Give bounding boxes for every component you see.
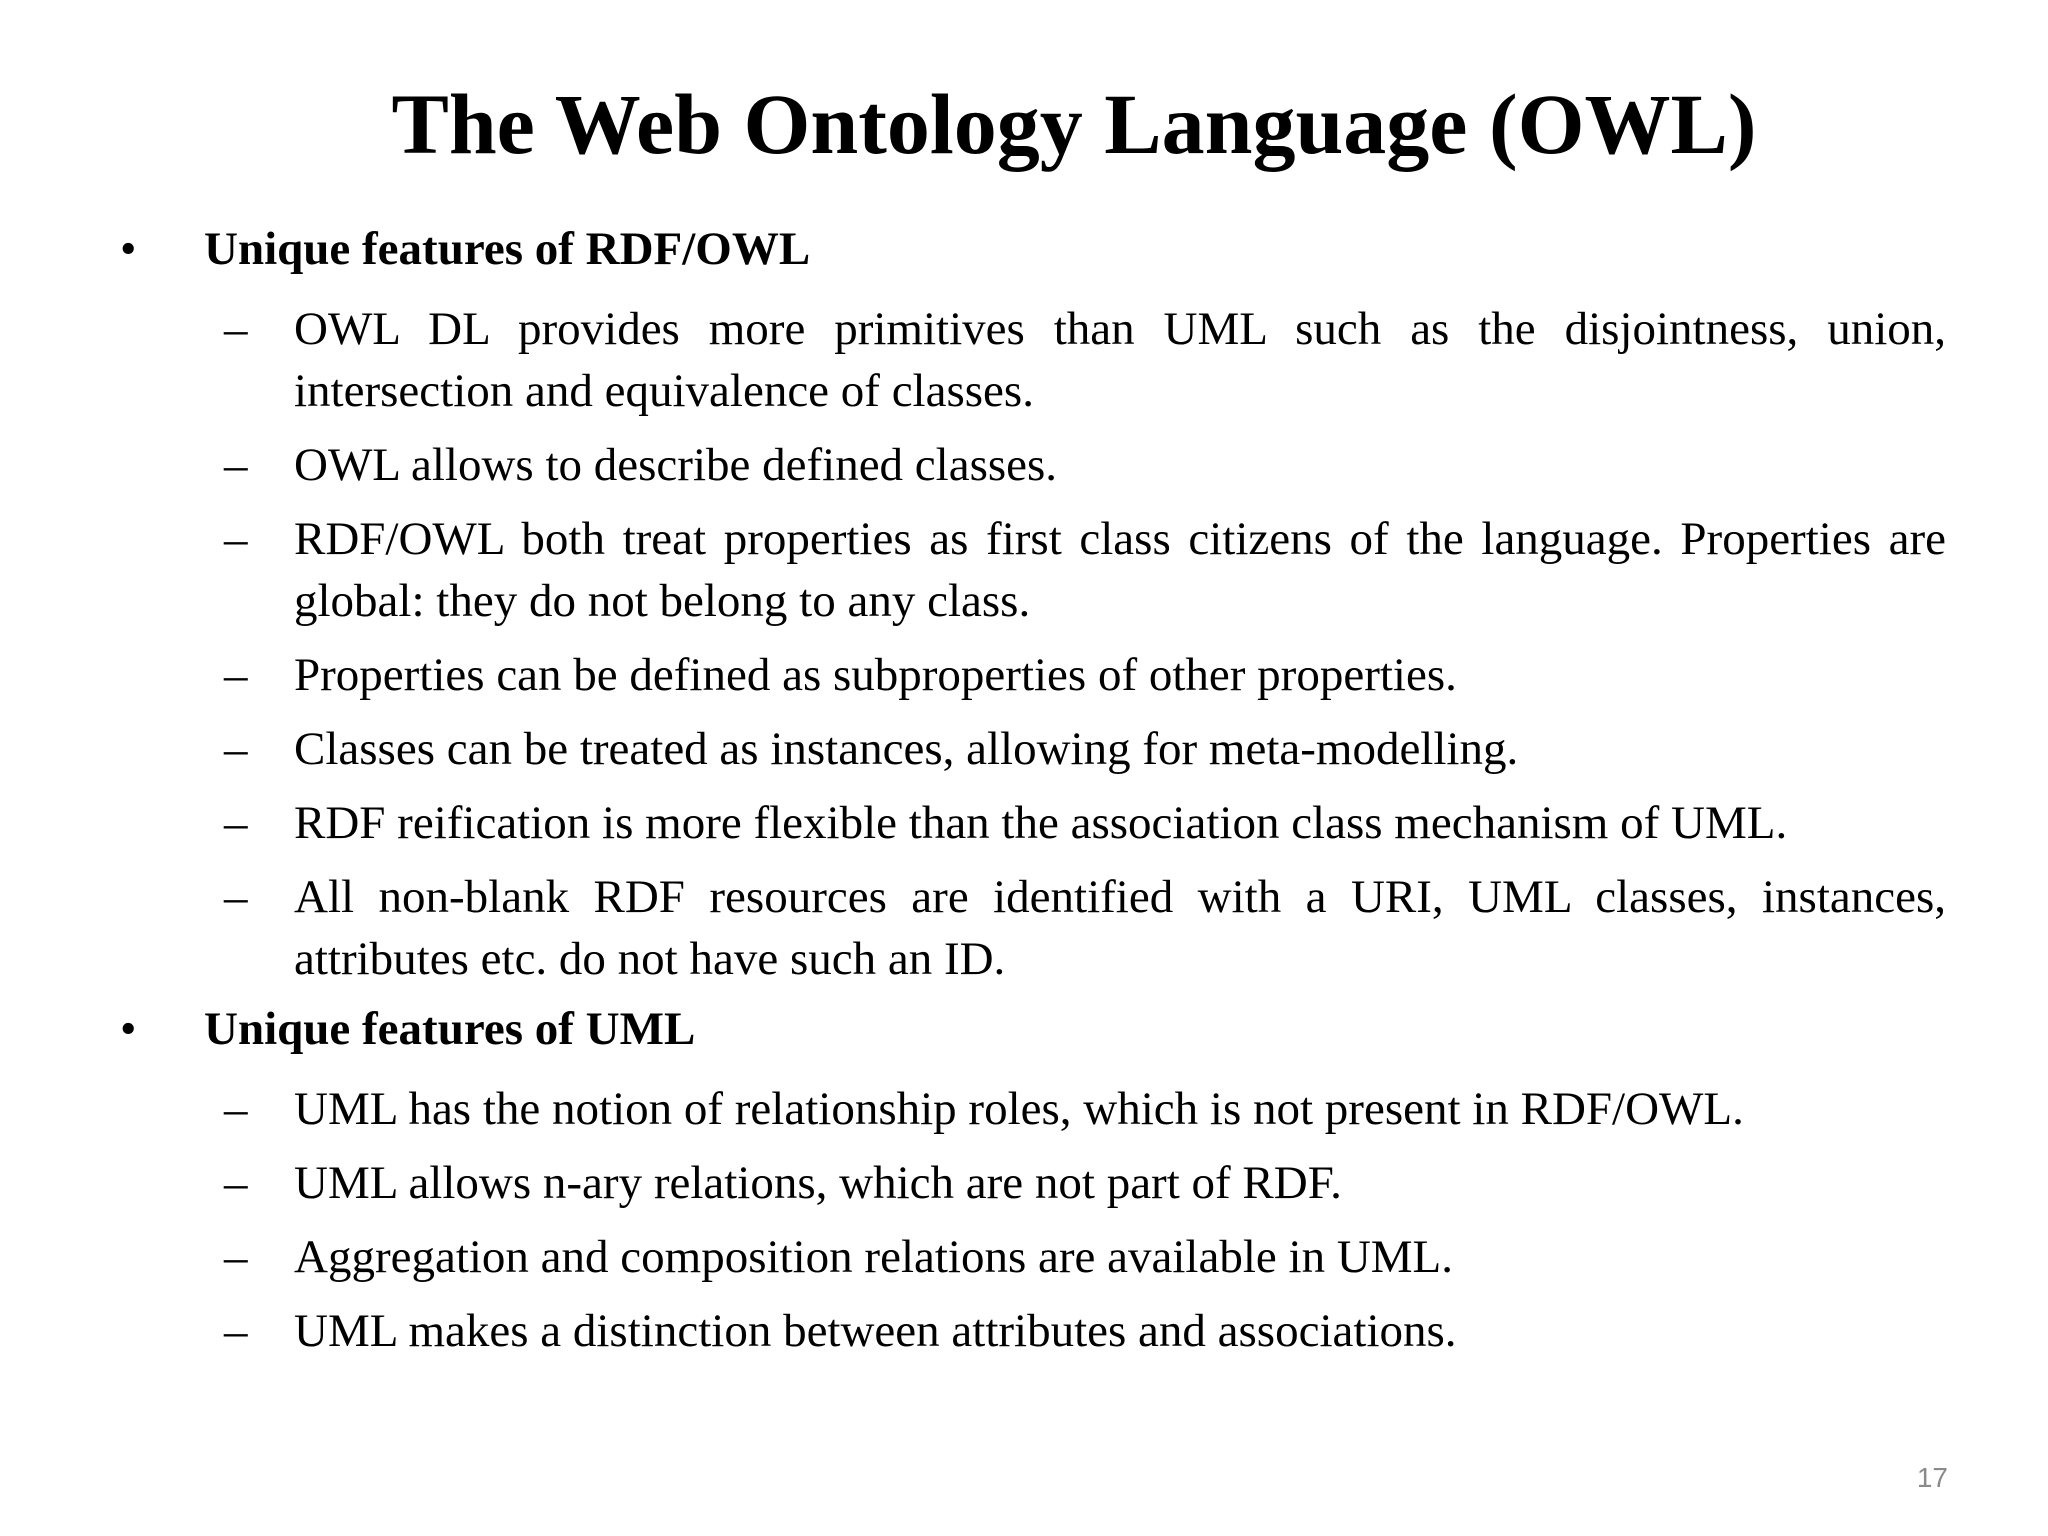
dash-marker: – bbox=[224, 1231, 248, 1283]
section-heading-label: Unique features of RDF/OWL bbox=[204, 223, 811, 275]
sub-bullet-list bbox=[120, 1078, 1946, 1362]
dash-marker: – bbox=[224, 649, 248, 701]
dash-marker: – bbox=[224, 1083, 248, 1135]
sub-bullet-text: RDF/OWL both treat properties as first class citizens of the language. Properties are global: they do not belong to any class. bbox=[294, 513, 1946, 627]
sub-bullet-text: All non-blank RDF resources are identified with a URI, UML classes, instances, attributes etc. do not have such an ID. bbox=[294, 871, 1946, 985]
page-number: 17 bbox=[1916, 1462, 1948, 1493]
dash-marker: – bbox=[224, 797, 248, 849]
sub-bullet-text: UML has the notion of relationship roles, which is not present in RDF/OWL. bbox=[294, 1083, 1744, 1135]
dash-marker: – bbox=[224, 1157, 248, 1209]
sub-bullet-text: Aggregation and composition relations are available in UML. bbox=[294, 1231, 1454, 1283]
sub-bullet-item bbox=[120, 644, 1946, 706]
sub-bullet-item bbox=[120, 866, 1946, 990]
sub-bullet-item bbox=[120, 1300, 1946, 1362]
sub-bullet-item bbox=[120, 792, 1946, 854]
sub-bullet-list bbox=[120, 298, 1946, 990]
slide-content bbox=[120, 222, 1946, 1374]
dash-marker: – bbox=[224, 303, 248, 355]
sub-bullet-item bbox=[120, 1078, 1946, 1140]
dash-marker: – bbox=[224, 439, 248, 491]
sub-bullet-item bbox=[120, 298, 1946, 422]
sub-bullet-item bbox=[120, 434, 1946, 496]
sub-bullet-item bbox=[120, 718, 1946, 780]
sub-bullet-item bbox=[120, 1226, 1946, 1288]
sub-bullet-item bbox=[120, 508, 1946, 632]
section-rdf-owl bbox=[120, 222, 1946, 990]
bullet-marker: • bbox=[120, 223, 137, 275]
sub-bullet-text: UML allows n-ary relations, which are not part of RDF. bbox=[294, 1157, 1342, 1209]
dash-marker: – bbox=[224, 513, 248, 565]
dash-marker: – bbox=[224, 723, 248, 775]
sub-bullet-item bbox=[120, 1152, 1946, 1214]
section-heading-label: Unique features of UML bbox=[204, 1003, 696, 1055]
sub-bullet-text: UML makes a distinction between attributes and associations. bbox=[294, 1305, 1457, 1357]
bullet-heading bbox=[120, 222, 1946, 276]
sub-bullet-text: RDF reification is more flexible than the association class mechanism of UML. bbox=[294, 797, 1788, 849]
sub-bullet-text: Properties can be defined as subproperties of other properties. bbox=[294, 649, 1457, 701]
bullet-heading bbox=[120, 1002, 1946, 1056]
dash-marker: – bbox=[224, 871, 248, 923]
section-uml bbox=[120, 1002, 1946, 1362]
sub-bullet-text: Classes can be treated as instances, allowing for meta-modelling. bbox=[294, 723, 1519, 775]
slide-title: The Web Ontology Language (OWL) bbox=[391, 76, 1757, 172]
bullet-marker: • bbox=[120, 1003, 137, 1055]
sub-bullet-text: OWL DL provides more primitives than UML such as the disjointness, union, intersection and equivalence of classes. bbox=[294, 303, 1946, 417]
sub-bullet-text: OWL allows to describe defined classes. bbox=[294, 439, 1058, 491]
dash-marker: – bbox=[224, 1305, 248, 1357]
